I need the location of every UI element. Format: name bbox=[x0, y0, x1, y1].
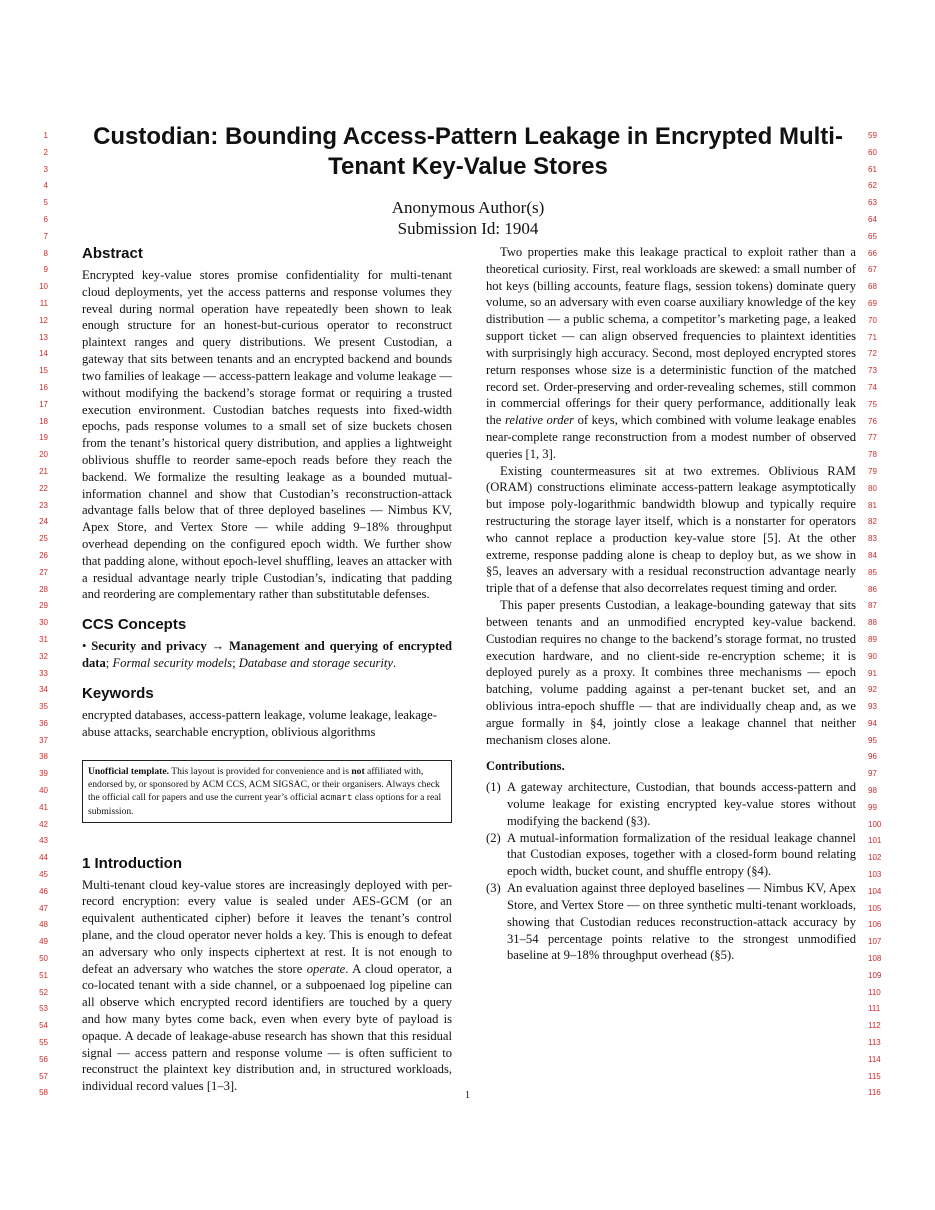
line-number: 26 bbox=[39, 550, 48, 560]
line-number: 70 bbox=[868, 315, 877, 325]
line-number: 110 bbox=[868, 987, 881, 997]
line-number: 100 bbox=[868, 819, 882, 829]
line-number: 102 bbox=[868, 853, 882, 863]
line-number: 107 bbox=[868, 937, 882, 947]
line-number: 33 bbox=[39, 668, 48, 678]
line-number: 42 bbox=[39, 819, 48, 829]
list-item: (1) A gateway architecture, Custodian, that bounds access-pattern and volume leakage for existing encrypted key-value stores without modifying the backend (§3). bbox=[486, 780, 856, 828]
line-number: 98 bbox=[868, 786, 877, 796]
line-number: 116 bbox=[868, 1088, 881, 1098]
line-number: 99 bbox=[868, 802, 877, 812]
intro-paragraph-3: Existing countermeasures sit at two extremes. Oblivious RAM (ORAM) constructions eliminate access-pattern leakage asymptotically but impose poly-logarithmic bandwidth blowup and typically require restructuring the storage layer itself, which is a nonstarter for operators who cannot replace a production key-value store [5]. At the other extreme, response padding alone is cheap to deploy but, as we show in §5, leaves an adversary with a residual reconstruction advantage nearly triple that of a defense that also decorrelates request timing and order. bbox=[486, 463, 856, 596]
author-block bbox=[82, 197, 854, 239]
line-number: 29 bbox=[39, 601, 48, 611]
keywords-heading: Keywords bbox=[82, 684, 154, 702]
line-number: 86 bbox=[868, 584, 877, 594]
line-number: 45 bbox=[39, 870, 48, 880]
line-number: 50 bbox=[39, 954, 48, 964]
line-number: 35 bbox=[39, 702, 48, 712]
line-number: 44 bbox=[39, 853, 48, 863]
line-number: 38 bbox=[39, 752, 48, 762]
submission-id: Submission Id: 1904 bbox=[397, 219, 539, 238]
line-number: 62 bbox=[868, 181, 877, 191]
line-number: 57 bbox=[39, 1071, 48, 1081]
line-number: 79 bbox=[868, 466, 877, 476]
line-number: 114 bbox=[868, 1054, 881, 1064]
line-number: 89 bbox=[868, 634, 877, 644]
line-number: 108 bbox=[868, 954, 882, 964]
line-number: 75 bbox=[868, 399, 877, 409]
line-number: 43 bbox=[39, 836, 48, 846]
line-number: 71 bbox=[868, 332, 877, 342]
paper-title: Custodian: Bounding Access-Pattern Leakage in Encrypted Multi-Tenant Key-Value Stores bbox=[93, 123, 843, 180]
line-number: 93 bbox=[868, 702, 877, 712]
line-number: 20 bbox=[39, 450, 48, 460]
line-number: 15 bbox=[39, 366, 48, 376]
introduction-heading: 1 Introduction bbox=[82, 854, 182, 872]
line-number: 27 bbox=[39, 567, 48, 577]
line-number: 13 bbox=[39, 332, 48, 342]
contributions-list bbox=[486, 779, 856, 964]
line-number: 74 bbox=[868, 382, 877, 392]
line-number: 14 bbox=[39, 349, 48, 359]
line-number: 112 bbox=[868, 1021, 881, 1031]
abstract-heading: Abstract bbox=[82, 245, 143, 262]
line-number: 21 bbox=[39, 466, 48, 476]
line-numbers-left bbox=[18, 128, 48, 1102]
line-number: 4 bbox=[43, 181, 48, 191]
line-number: 76 bbox=[868, 416, 877, 426]
line-number: 105 bbox=[868, 903, 882, 913]
ccs-heading: CCS Concepts bbox=[82, 616, 187, 634]
line-number: 59 bbox=[868, 131, 877, 140]
line-number: 47 bbox=[39, 903, 48, 913]
line-number: 94 bbox=[868, 718, 877, 728]
line-number: 78 bbox=[868, 450, 877, 460]
keywords-text: encrypted databases, access-pattern leakage, volume leakage, leakage-abuse attacks, searchable encryption, oblivious algorithms bbox=[82, 707, 437, 739]
line-number: 85 bbox=[868, 567, 877, 577]
line-number: 82 bbox=[868, 517, 877, 527]
line-number: 58 bbox=[39, 1088, 48, 1098]
template-notice-box: Unofficial template. This layout is provided for convenience and is not affiliated with, endorsed by, or sponsored by ACM CCS, ACM SIGSAC, or their organisers. Always check the official call for papers and use the current year’s official acmart class options for a real submission. bbox=[82, 760, 452, 823]
line-number: 109 bbox=[868, 970, 882, 980]
line-number: 18 bbox=[39, 416, 48, 426]
line-number: 48 bbox=[39, 920, 48, 930]
left-column bbox=[82, 244, 452, 1095]
line-number: 95 bbox=[868, 735, 877, 745]
line-number: 83 bbox=[868, 534, 877, 544]
line-numbers-right bbox=[868, 128, 898, 1102]
line-number: 55 bbox=[39, 1038, 48, 1048]
line-number: 37 bbox=[39, 735, 48, 745]
line-number: 87 bbox=[868, 601, 877, 611]
line-number: 96 bbox=[868, 752, 877, 762]
line-number: 17 bbox=[39, 399, 48, 409]
line-number: 88 bbox=[868, 618, 877, 628]
line-number: 11 bbox=[39, 298, 48, 308]
line-number: 16 bbox=[39, 382, 48, 392]
list-item: (3) An evaluation against three deployed baselines — Nimbus KV, Apex Store, and Vertex Store — on three synthetic multi-tenant workloads, showing that Custodian reduces reconstruction-attack accuracy by 31–54 percentage points relative to the strongest unmodified baseline at 9–18% throughput overhead (§5). bbox=[486, 881, 856, 963]
line-number: 113 bbox=[868, 1038, 881, 1048]
line-number: 53 bbox=[39, 1004, 48, 1014]
line-number: 63 bbox=[868, 198, 877, 208]
line-number: 73 bbox=[868, 366, 877, 376]
line-number: 66 bbox=[868, 248, 877, 258]
line-number: 56 bbox=[39, 1054, 48, 1064]
line-number: 60 bbox=[868, 147, 877, 157]
line-number: 65 bbox=[868, 231, 877, 241]
line-number: 49 bbox=[39, 937, 48, 947]
line-number: 91 bbox=[868, 668, 877, 678]
line-number: 32 bbox=[39, 651, 48, 661]
intro-paragraph-2: Two properties make this leakage practical to exploit rather than a theoretical curiosity. First, real workloads are skewed: a small number of hot keys (billing accounts, feature flags, session tokens) dominate query volume, so an adversary with even coarse auxiliary knowledge of the key distribution — a public schema, a competitor’s marketing page, a leaked support ticket — can align observed frequencies to plaintext identities with surprisingly high accuracy. Second, most deployed encrypted stores return responses whose size is a deterministic function of the matched record set. Order-preserving and order-revealing schemes, still common in commercial offerings for their query performance, additionally leak the relative order of keys, which combined with volume leakage enables near-complete range reconstruction from a modest number of observed queries [1, 3]. bbox=[486, 245, 856, 461]
line-number: 64 bbox=[868, 214, 877, 224]
line-number: 84 bbox=[868, 550, 877, 560]
line-number: 111 bbox=[868, 1004, 881, 1014]
line-number: 9 bbox=[43, 265, 48, 275]
line-number: 5 bbox=[43, 198, 48, 208]
line-number: 24 bbox=[39, 517, 48, 527]
line-number: 69 bbox=[868, 298, 877, 308]
line-number: 1 bbox=[43, 131, 48, 140]
line-number: 6 bbox=[43, 214, 48, 224]
line-number: 106 bbox=[868, 920, 882, 930]
line-number: 90 bbox=[868, 651, 877, 661]
authors: Anonymous Author(s) bbox=[391, 198, 545, 217]
line-number: 34 bbox=[39, 685, 48, 695]
line-number: 7 bbox=[43, 231, 48, 241]
line-number: 115 bbox=[868, 1071, 881, 1081]
line-number: 77 bbox=[868, 433, 877, 443]
line-number: 67 bbox=[868, 265, 877, 275]
line-number: 8 bbox=[43, 248, 48, 258]
line-number: 80 bbox=[868, 483, 877, 493]
line-number: 22 bbox=[39, 483, 48, 493]
line-number: 46 bbox=[39, 886, 48, 896]
intro-paragraph-4: This paper presents Custodian, a leakage-bounding gateway that sits between tenants and an unmodified encrypted key-value backend. Custodian requires no change to the backend’s storage format, no trusted execution hardware, and no client-side re-encryption scheme; it is deployed purely as a proxy. It combines three mechanisms — epoch batching, volume padding against a per-tenant bucket set, and an oblivious intra-epoch shuffle — that are individually cheap and, as we argue formally in §4, jointly close a leakage channel that neither mechanism closes alone. bbox=[486, 598, 856, 747]
contributions-heading: Contributions. bbox=[486, 759, 565, 774]
line-number: 12 bbox=[39, 315, 48, 325]
line-number: 97 bbox=[868, 769, 877, 779]
abstract-text: Encrypted key-value stores promise confidentiality for multi-tenant cloud deployments, yet the access patterns and response volumes they reveal during normal operation have repeatedly been shown to leak enough structure for an honest-but-curious operator to reconstruct plaintext ranges and query distributions. We present Custodian, a gateway that sits between tenants and an encrypted backend and bounds two families of leakage — access-pattern leakage and volume leakage — without modifying the backend’s storage format or requiring a trusted execution environment. Custodian batches requests into fixed-width epochs, pads response volumes to a small set of size buckets chosen from the tenant’s historical query distribution, and applies a lightweight oblivious shuffle to reorder same-epoch reads before they reach the backend. We formalize the resulting leakage as a bounded mutual-information channel and show that Custodian’s reconstruction-attack advantage falls below that of three deployed baselines — Nimbus KV, Apex Store, and Vertex Store — while adding 9–18% throughput overhead depending on the configured epoch width. We further show that padding alone, without epoch-level shuffling, leaves an attacker with a residual advantage nearly triple Custodian’s, indicating that padding and reordering are complementary rather than substitutable defenses. bbox=[82, 268, 452, 602]
line-number: 25 bbox=[39, 534, 48, 544]
line-number: 81 bbox=[868, 500, 877, 510]
line-number: 3 bbox=[43, 164, 48, 174]
line-number: 54 bbox=[39, 1021, 48, 1031]
list-item: (2) A mutual-information formalization of the residual leakage channel that Custodian exposes, together with a closed-form bound relating epoch width, bucket count, and shuffle entropy (§4). bbox=[486, 830, 856, 879]
line-number: 40 bbox=[39, 786, 48, 796]
line-number: 92 bbox=[868, 685, 877, 695]
line-number: 51 bbox=[39, 970, 48, 980]
line-number: 41 bbox=[39, 802, 48, 812]
line-number: 23 bbox=[39, 500, 48, 510]
line-number: 39 bbox=[39, 769, 48, 779]
line-number: 72 bbox=[868, 349, 877, 359]
line-number: 31 bbox=[39, 634, 48, 644]
intro-paragraph-1: Multi-tenant cloud key-value stores are increasingly deployed with per-record encryption: every value is sealed under AES-GCM (or an equivalent authenticated cipher) before it leaves the tenant’s control plane, and the cloud operator never holds a key. This is enough to defeat an adversary who only inspects ciphertext at rest. It is not enough to defeat an adversary who watches the store operate. A cloud operator, a co-located tenant with a side channel, or a subpoenaed log pipeline can all observe which encrypted record identifiers are touched by a query and how many bytes come back, even when every byte of payload is opaque. A decade of leakage-abuse research has shown that this residual signal — access pattern and response volume — is often sufficient to reconstruct the plaintext key distribution and, in structured workloads, individual record values [1–3]. bbox=[82, 877, 452, 1094]
line-number: 2 bbox=[43, 147, 48, 157]
line-number: 10 bbox=[39, 282, 48, 292]
ccs-text: • Security and privacy → Management and querying of encrypted data; Formal security models; Database and storage security. bbox=[82, 639, 452, 671]
line-number: 103 bbox=[868, 870, 882, 880]
line-number: 61 bbox=[868, 164, 877, 174]
line-number: 101 bbox=[868, 836, 882, 846]
line-number: 19 bbox=[39, 433, 48, 443]
right-column bbox=[486, 244, 856, 964]
line-number: 30 bbox=[39, 618, 48, 628]
page-number: 1 bbox=[465, 1090, 470, 1101]
line-number: 36 bbox=[39, 718, 48, 728]
line-number: 104 bbox=[868, 886, 882, 896]
line-number: 28 bbox=[39, 584, 48, 594]
line-number: 68 bbox=[868, 282, 877, 292]
line-number: 52 bbox=[39, 987, 48, 997]
